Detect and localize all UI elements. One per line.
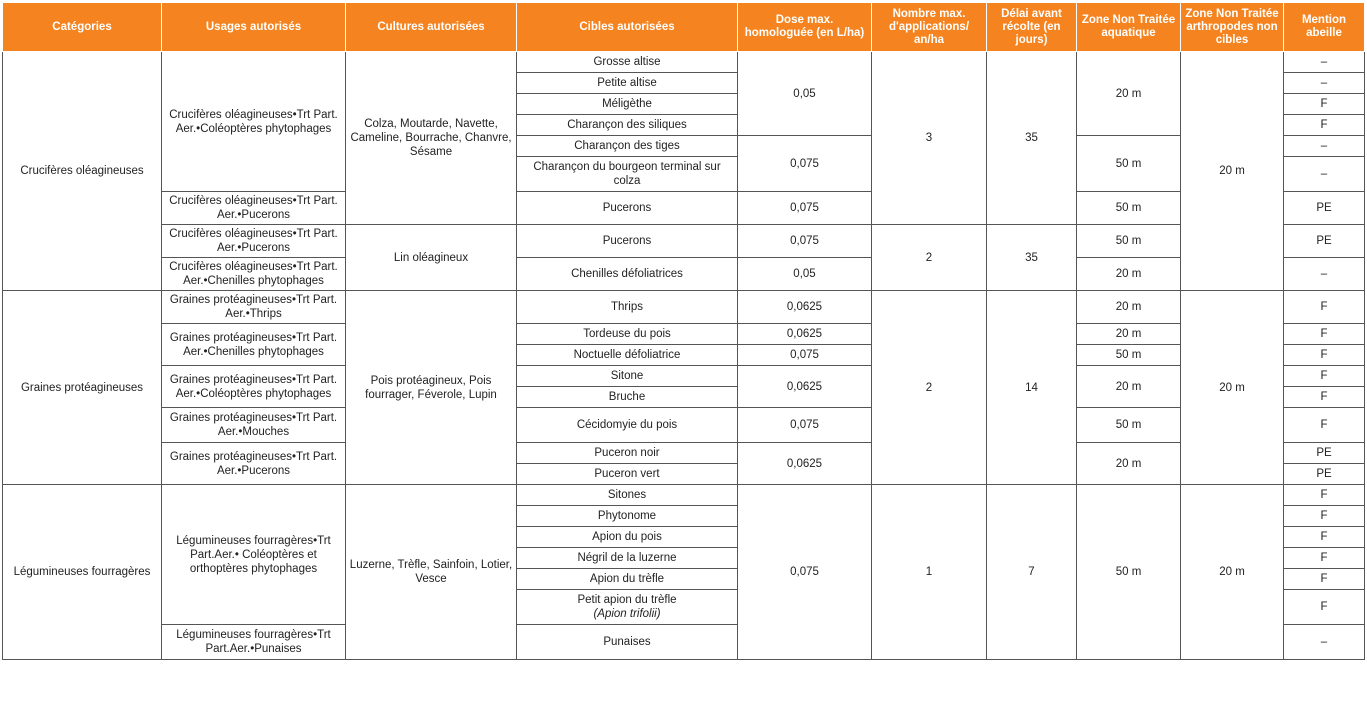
table-row	[3, 52, 1365, 73]
znt-aquatique-cell: 20 m	[1077, 366, 1181, 408]
category-cell: Crucifères oléagineuses	[3, 52, 162, 291]
target-cell: Bruche	[517, 387, 738, 408]
table-row	[3, 324, 1365, 345]
mention-cell: –	[1284, 136, 1365, 157]
mention-cell: F	[1284, 408, 1365, 443]
target-name: Petit apion du trèfle	[577, 594, 677, 606]
target-latin-name: (Apion trifolii)	[593, 608, 661, 620]
delai-cell: 35	[987, 52, 1077, 225]
znt-arthropodes-cell: 20 m	[1181, 52, 1284, 291]
table-row	[3, 192, 1365, 225]
mention-cell: F	[1284, 345, 1365, 366]
target-cell: Grosse altise	[517, 52, 738, 73]
target-cell: Thrips	[517, 291, 738, 324]
delai-cell: 35	[987, 225, 1077, 291]
nb-applications-cell: 2	[872, 225, 987, 291]
znt-aquatique-cell: 20 m	[1077, 291, 1181, 324]
mention-cell: F	[1284, 548, 1365, 569]
target-cell: Punaises	[517, 625, 738, 660]
target-cell: Puceron vert	[517, 464, 738, 485]
usage-cell: Graines protéagineuses•Trt Part. Aer.•Pucerons	[162, 443, 346, 485]
mention-cell: F	[1284, 387, 1365, 408]
target-cell: Sitone	[517, 366, 738, 387]
header-row	[3, 3, 1365, 52]
target-cell: Phytonome	[517, 506, 738, 527]
mention-cell: F	[1284, 291, 1365, 324]
header-cultures: Cultures autorisées	[346, 3, 517, 52]
mention-cell: F	[1284, 366, 1365, 387]
dose-cell: 0,0625	[738, 291, 872, 324]
znt-aquatique-cell: 50 m	[1077, 408, 1181, 443]
target-cell: Pucerons	[517, 225, 738, 258]
usage-cell: Crucifères oléagineuses•Trt Part. Aer.•Coléoptères phytophages	[162, 52, 346, 192]
delai-cell: 14	[987, 291, 1077, 485]
usage-cell: Graines protéagineuses•Trt Part. Aer.•Coléoptères phytophages	[162, 366, 346, 408]
znt-aquatique-cell: 20 m	[1077, 324, 1181, 345]
mention-cell: PE	[1284, 192, 1365, 225]
target-cell: Charançon du bourgeon terminal sur colza	[517, 157, 738, 192]
usage-cell: Crucifères oléagineuses•Trt Part. Aer.•Chenilles phytophages	[162, 258, 346, 291]
nb-applications-cell: 3	[872, 52, 987, 225]
dose-cell: 0,05	[738, 52, 872, 136]
znt-aquatique-cell: 20 m	[1077, 258, 1181, 291]
mention-cell: PE	[1284, 464, 1365, 485]
header-categories: Catégories	[3, 3, 162, 52]
header-mention-abeille: Mention abeille	[1284, 3, 1365, 52]
usage-cell: Graines protéagineuses•Trt Part. Aer.•Mouches	[162, 408, 346, 443]
dose-cell: 0,075	[738, 136, 872, 192]
target-cell: Cécidomyie du pois	[517, 408, 738, 443]
culture-cell: Pois protéagineux, Pois fourrager, Féverole, Lupin	[346, 291, 517, 485]
dose-cell: 0,075	[738, 485, 872, 660]
header-znt-aquatique: Zone Non Traitée aquatique	[1077, 3, 1181, 52]
table-row	[3, 225, 1365, 258]
target-cell: Sitones	[517, 485, 738, 506]
target-cell: Apion du pois	[517, 527, 738, 548]
mention-cell: PE	[1284, 225, 1365, 258]
category-cell: Graines protéagineuses	[3, 291, 162, 485]
target-cell: Chenilles défoliatrices	[517, 258, 738, 291]
mention-cell: F	[1284, 94, 1365, 115]
dose-cell: 0,075	[738, 225, 872, 258]
nb-applications-cell: 1	[872, 485, 987, 660]
znt-aquatique-cell: 20 m	[1077, 52, 1181, 136]
usage-table	[2, 2, 1365, 660]
usage-cell: Légumineuses fourragères•Trt Part.Aer.• Coléoptères et orthoptères phytophages	[162, 485, 346, 625]
header-cibles: Cibles autorisées	[517, 3, 738, 52]
target-cell: Petite altise	[517, 73, 738, 94]
target-cell: Charançon des tiges	[517, 136, 738, 157]
usage-cell: Crucifères oléagineuses•Trt Part. Aer.•Pucerons	[162, 192, 346, 225]
mention-cell: PE	[1284, 443, 1365, 464]
target-cell: Puceron noir	[517, 443, 738, 464]
dose-cell: 0,05	[738, 258, 872, 291]
table-row	[3, 485, 1365, 506]
znt-aquatique-cell: 50 m	[1077, 485, 1181, 660]
header-dose: Dose max. homologuée (en L/ha)	[738, 3, 872, 52]
mention-cell: –	[1284, 625, 1365, 660]
znt-arthropodes-cell: 20 m	[1181, 485, 1284, 660]
target-cell: Apion du trèfle	[517, 569, 738, 590]
table-row	[3, 258, 1365, 291]
header-delai: Délai avant récolte (en jours)	[987, 3, 1077, 52]
header-znt-arthropodes: Zone Non Traitée arthropodes non cibles	[1181, 3, 1284, 52]
usage-cell: Graines protéagineuses•Trt Part. Aer.•Chenilles phytophages	[162, 324, 346, 366]
znt-aquatique-cell: 20 m	[1077, 443, 1181, 485]
znt-arthropodes-cell: 20 m	[1181, 291, 1284, 485]
mention-cell: F	[1284, 115, 1365, 136]
table-row	[3, 408, 1365, 443]
dose-cell: 0,075	[738, 408, 872, 443]
mention-cell: –	[1284, 52, 1365, 73]
mention-cell: F	[1284, 527, 1365, 548]
mention-cell: –	[1284, 157, 1365, 192]
znt-aquatique-cell: 50 m	[1077, 345, 1181, 366]
table-row	[3, 366, 1365, 387]
target-cell	[517, 590, 738, 625]
mention-cell: F	[1284, 590, 1365, 625]
target-cell: Méligèthe	[517, 94, 738, 115]
target-cell: Noctuelle défoliatrice	[517, 345, 738, 366]
culture-cell: Luzerne, Trèfle, Sainfoin, Lotier, Vesce	[346, 485, 517, 660]
znt-aquatique-cell: 50 m	[1077, 136, 1181, 192]
target-cell: Pucerons	[517, 192, 738, 225]
usage-cell: Graines protéagineuses•Trt Part. Aer.•Thrips	[162, 291, 346, 324]
header-usages: Usages autorisés	[162, 3, 346, 52]
table-row	[3, 443, 1365, 464]
dose-cell: 0,075	[738, 192, 872, 225]
dose-cell: 0,0625	[738, 324, 872, 345]
target-cell: Charançon des siliques	[517, 115, 738, 136]
znt-aquatique-cell: 50 m	[1077, 225, 1181, 258]
culture-cell: Lin oléagineux	[346, 225, 517, 291]
mention-cell: F	[1284, 324, 1365, 345]
delai-cell: 7	[987, 485, 1077, 660]
dose-cell: 0,0625	[738, 443, 872, 485]
znt-aquatique-cell: 50 m	[1077, 192, 1181, 225]
mention-cell: F	[1284, 485, 1365, 506]
category-cell: Légumineuses fourragères	[3, 485, 162, 660]
usage-cell: Crucifères oléagineuses•Trt Part. Aer.•Pucerons	[162, 225, 346, 258]
mention-cell: F	[1284, 506, 1365, 527]
dose-cell: 0,0625	[738, 366, 872, 408]
header-nb-applications: Nombre max. d'applications/ an/ha	[872, 3, 987, 52]
usage-cell: Légumineuses fourragères•Trt Part.Aer.•Punaises	[162, 625, 346, 660]
nb-applications-cell: 2	[872, 291, 987, 485]
mention-cell: –	[1284, 258, 1365, 291]
mention-cell: F	[1284, 569, 1365, 590]
culture-cell: Colza, Moutarde, Navette, Cameline, Bourrache, Chanvre, Sésame	[346, 52, 517, 225]
target-cell: Tordeuse du pois	[517, 324, 738, 345]
dose-cell: 0,075	[738, 345, 872, 366]
target-cell: Négril de la luzerne	[517, 548, 738, 569]
table-row	[3, 291, 1365, 324]
mention-cell: –	[1284, 73, 1365, 94]
